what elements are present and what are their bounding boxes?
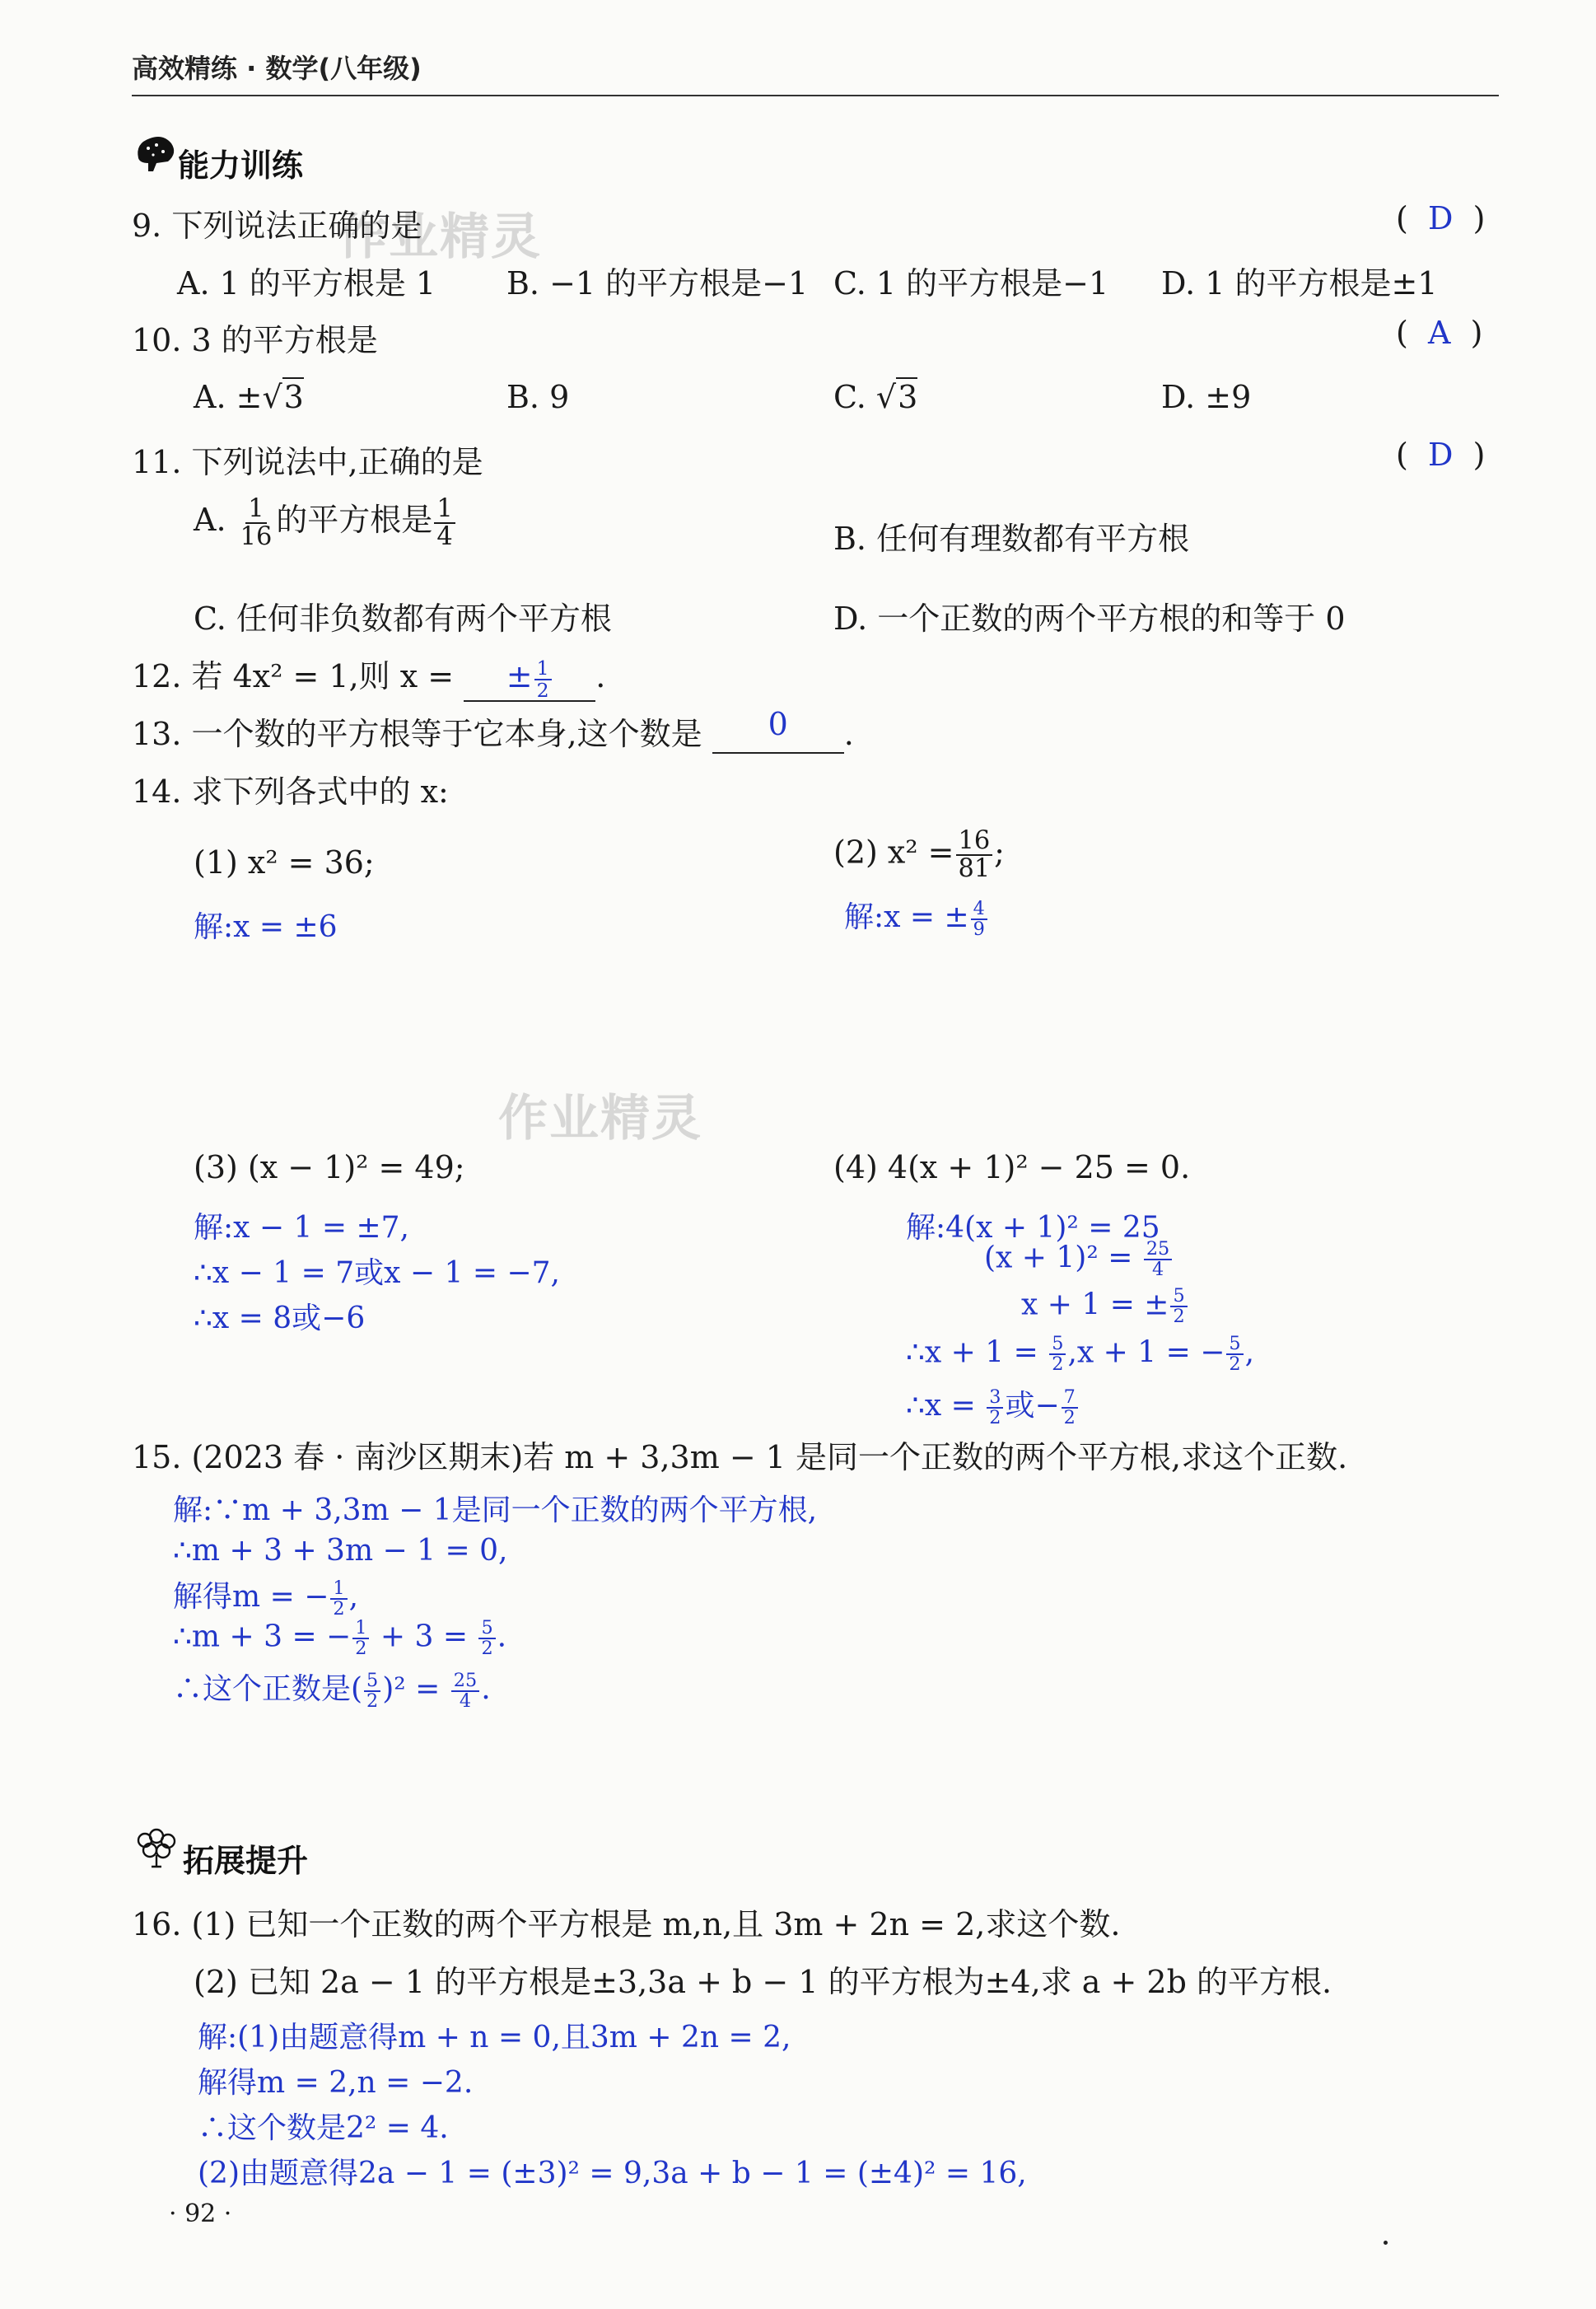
option: D. 一个正数的两个平方根的和等于 0 (833, 601, 1346, 637)
answer-choice: D (1427, 200, 1454, 236)
subquestion: (2) 已知 2a − 1 的平方根是±3,3a + b − 1 的平方根为±4,求 a + 2b 的平方根. (194, 1964, 1332, 2000)
section-icon (132, 133, 178, 178)
option: B. −1 的平方根是−1 (506, 265, 809, 301)
fill-question: 12. 若 4x² = 1,则 x = ± $\frac{1}{2}$ . (132, 656, 606, 702)
solution-line: ∴这个正数是( $\frac{5}{2}$ )² = $\frac{25}{4}$ . (173, 1669, 491, 1712)
header-rule (132, 95, 1499, 96)
watermark: 作业精灵 (338, 208, 542, 266)
subquestion: (4) 4(x + 1)² − 25 = 0. (833, 1149, 1191, 1185)
solution-line: ∴x − 1 = 7或x − 1 = −7, (194, 1256, 560, 1290)
solution-line: ∴m + 3 = − $\frac{1}{2}$ + 3 = $\frac{5}{2}$ . (173, 1617, 507, 1660)
answer-bracket: ( D ) (1396, 437, 1486, 473)
question-stem: 11. 下列说法中,正确的是 (132, 444, 483, 480)
option: B. 9 (506, 379, 570, 415)
subquestion: (1) x² = 36; (194, 844, 375, 881)
option: D. 1 的平方根是±1 (1161, 265, 1438, 301)
question-stem: 10. 3 的平方根是 (132, 322, 378, 358)
solution-line: 解:∵m + 3,3m − 1是同一个正数的两个平方根, (173, 1493, 818, 1527)
solution-line: (2)由题意得2a − 1 = (±3)² = 9,3a + b − 1 = (±4)² = 16, (198, 2157, 1027, 2190)
subquestion: (3) (x − 1)² = 49; (194, 1149, 465, 1185)
answer-blank: 0 (712, 716, 844, 754)
option: B. 任何有理数都有平方根 (833, 521, 1190, 557)
option: A. ±√3 (194, 379, 304, 415)
answer-bracket: ( A ) (1396, 315, 1483, 351)
section-title: 拓展提升 (183, 1843, 309, 1879)
question-stem: 15. (2023 春 · 南沙区期末)若 m + 3,3m − 1 是同一个正数的两个平方根,求这个正数. (132, 1439, 1348, 1475)
question-stem: 9. 下列说法正确的是 (132, 208, 422, 244)
solution-line: 解:x − 1 = ±7, (194, 1211, 409, 1245)
solution-line: x + 1 = ± $\frac{5}{2}$ (1021, 1287, 1189, 1327)
page-number: · 92 · (169, 2199, 232, 2228)
header-title: 高效精练 · 数学(八年级) (132, 53, 422, 84)
subquestion: (2) x² = $\frac{16}{81}$ ; (833, 826, 1005, 883)
answer-choice: A (1427, 315, 1451, 351)
solution-line: 解得m = − $\frac{1}{2}$ , (173, 1577, 359, 1620)
fill-question: 13. 一个数的平方根等于它本身,这个数是 0 . (132, 706, 854, 752)
solution-line: ∴这个数是2² = 4. (198, 2111, 449, 2145)
option: C. 1 的平方根是−1 (833, 265, 1109, 301)
option: A. 1 的平方根是 1 (177, 265, 436, 301)
option: C. √3 (833, 379, 918, 415)
solution-line: 解:(1)由题意得m + n = 0,且3m + 2n = 2, (198, 2021, 791, 2054)
option: C. 任何非负数都有两个平方根 (194, 601, 612, 637)
answer-bracket: ( D ) (1396, 200, 1486, 236)
solution-line: 解:x = ± $\frac{4}{9}$ (844, 894, 989, 939)
option: D. ±9 (1161, 379, 1252, 415)
watermark: 作业精灵 (498, 1090, 702, 1147)
solution-line: 解得m = 2,n = −2. (198, 2066, 474, 2100)
stray-dot (1384, 2241, 1388, 2245)
solution-line: ∴x + 1 = $\frac{5}{2}$ ,x + 1 = − $\frac{5}{2}$ , (906, 1333, 1255, 1376)
solution-line: ∴x = 8或−6 (194, 1302, 366, 1335)
option: A. $\frac{1}{16}$ 的平方根是 $\frac{1}{4}$ (194, 494, 457, 549)
answer-blank: ± $\frac{1}{2}$ (464, 658, 595, 702)
solution-line: ∴x = $\frac{3}{2}$ 或− $\frac{7}{2}$ (906, 1382, 1080, 1428)
question-stem: 14. 求下列各式中的 x: (132, 774, 449, 810)
question-stem: 16. (1) 已知一个正数的两个平方根是 m,n,且 3m + 2n = 2,求这个数. (132, 1906, 1121, 1942)
solution-line: 解:x = ±6 (194, 910, 338, 944)
tree-icon (132, 1827, 180, 1872)
solution-line: 解:4(x + 1)² = 25 (906, 1211, 1160, 1245)
solution-line: ∴m + 3 + 3m − 1 = 0, (173, 1534, 508, 1568)
section-title: 能力训练 (178, 147, 304, 184)
solution-line: (x + 1)² = $\frac{25}{4}$ (984, 1240, 1174, 1280)
answer-choice: D (1427, 437, 1454, 473)
